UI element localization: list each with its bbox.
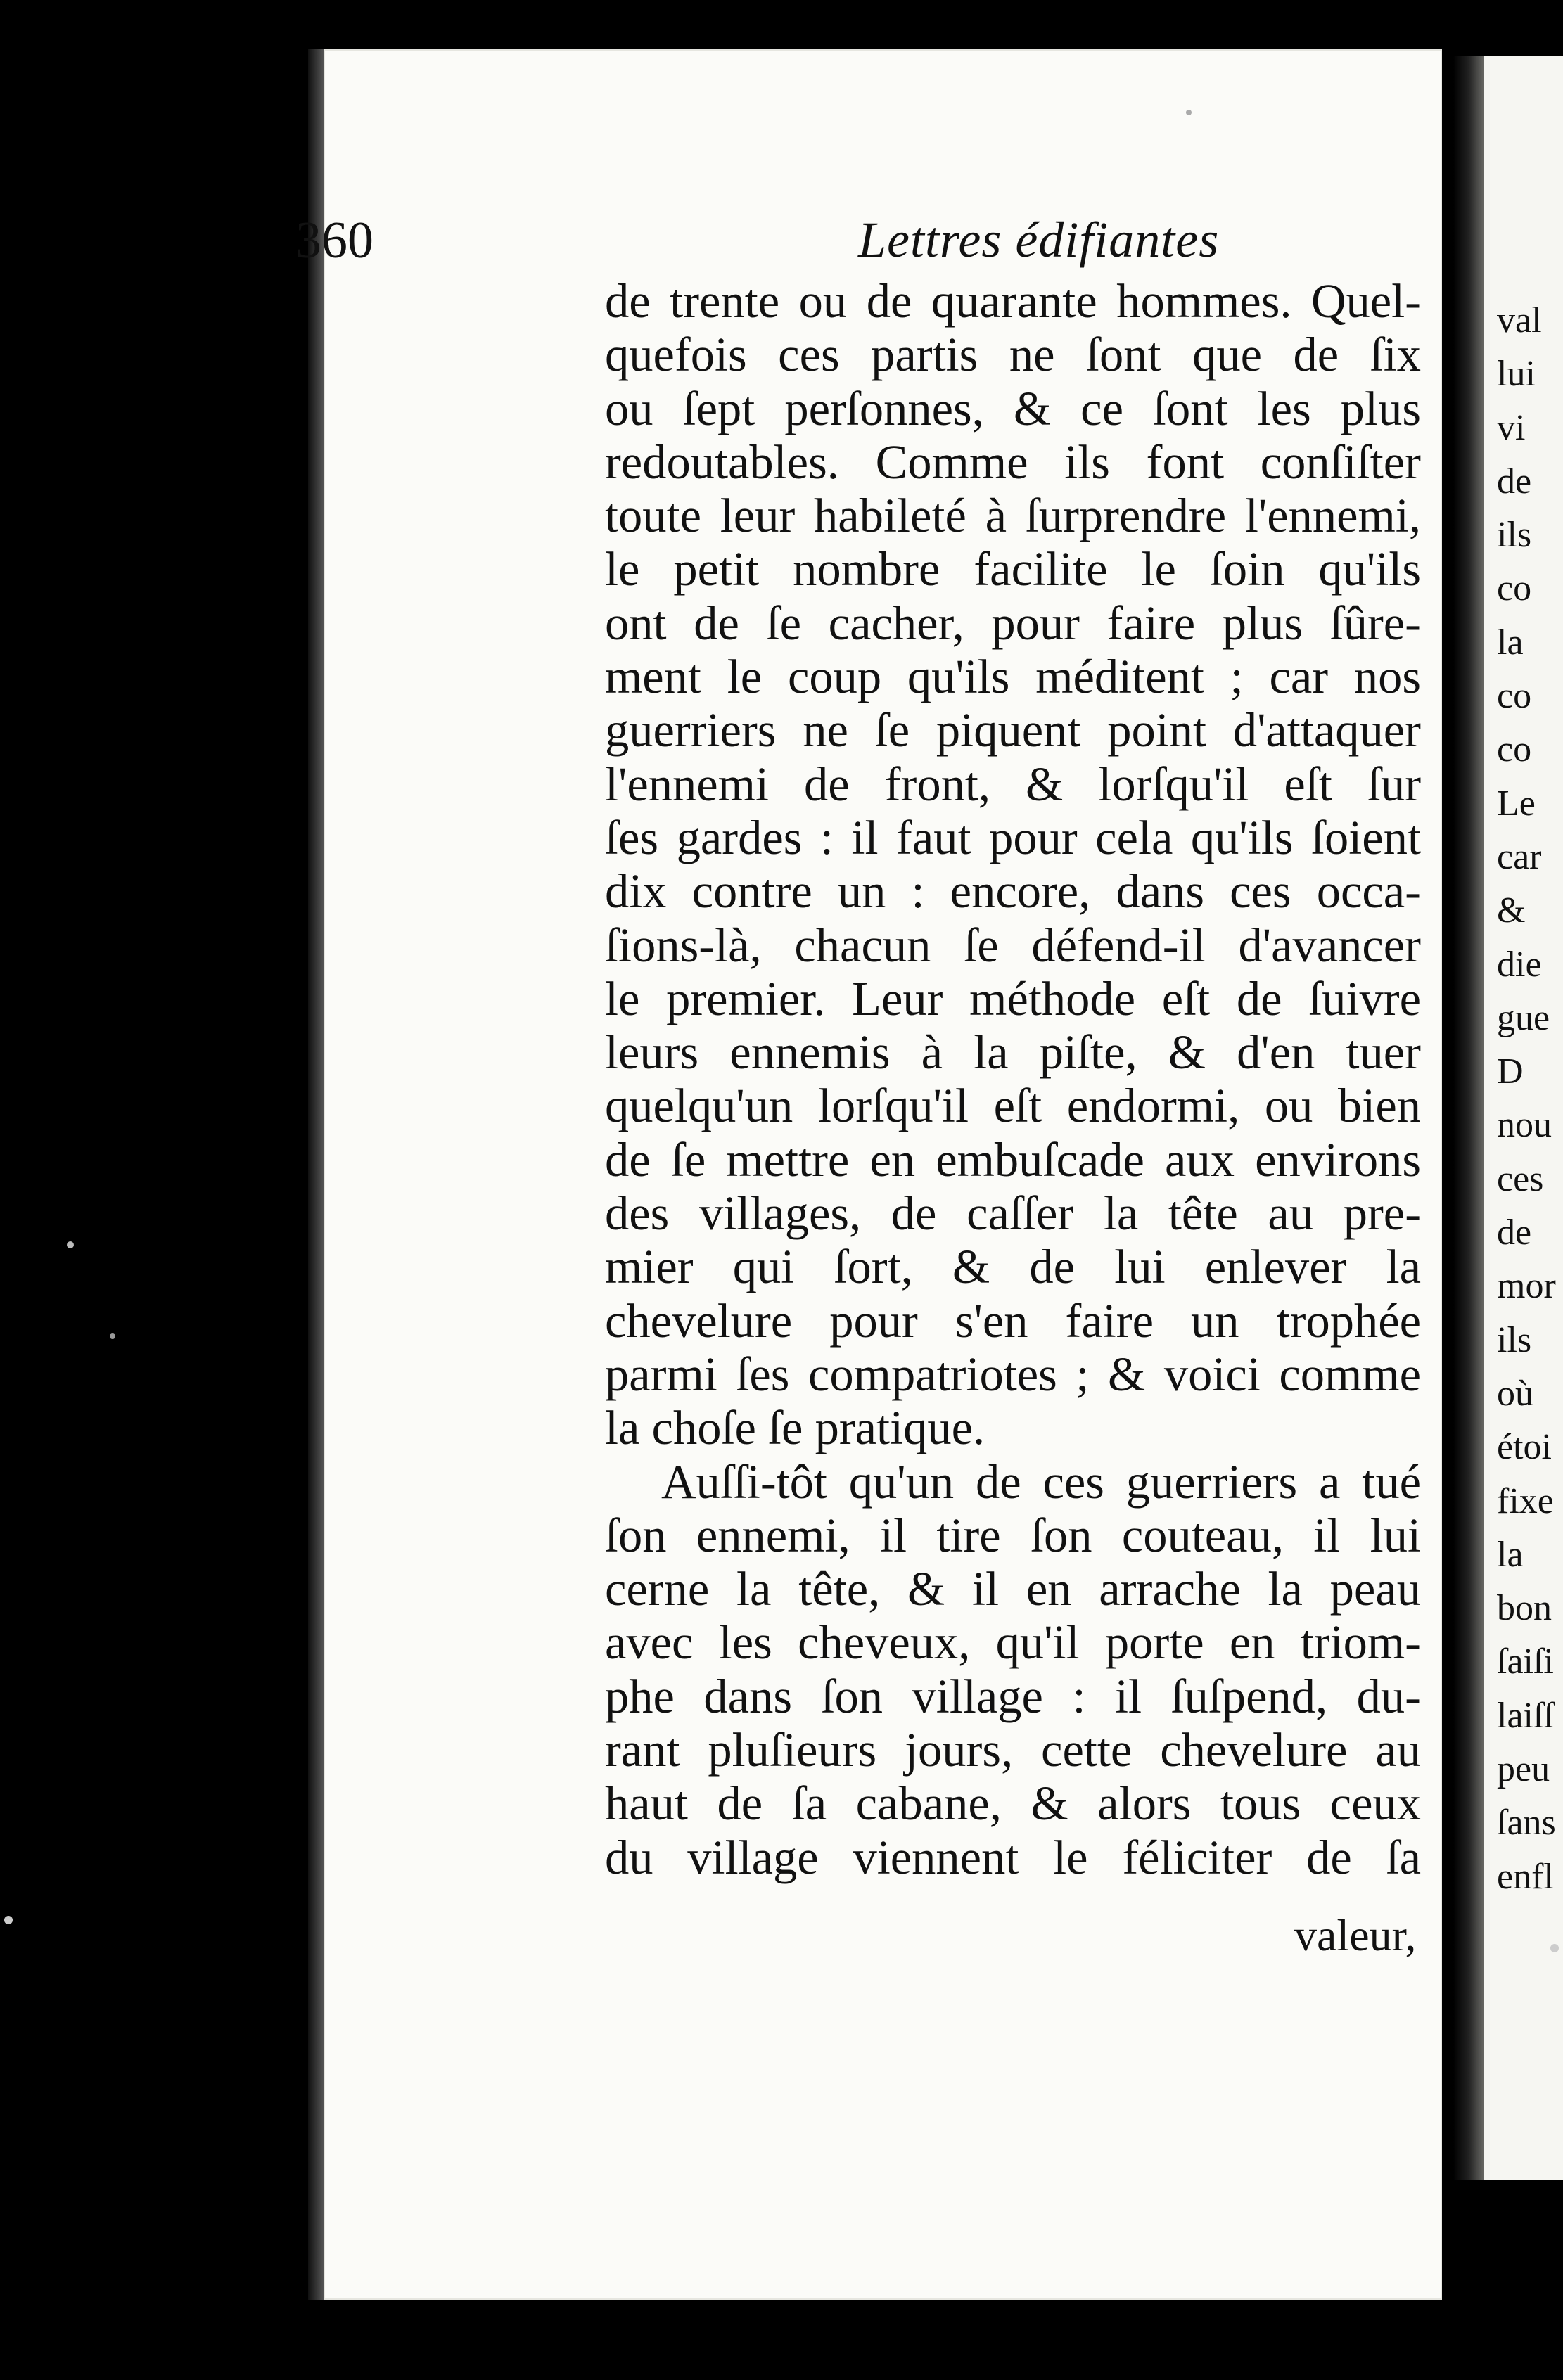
facing-fragment: ils xyxy=(1497,515,1532,556)
text-line: toute leur habileté à ſurprendre l'ennemi, xyxy=(605,489,1421,543)
text-line: haut de ſa cabane, & alors tous ceux xyxy=(605,1777,1421,1831)
text-line: redoutables. Comme ils font conſiſter xyxy=(605,435,1421,489)
facing-fragment: de xyxy=(1497,461,1532,501)
catchword: valeur, xyxy=(1294,1910,1417,1960)
facing-fragment: enfl xyxy=(1497,1856,1554,1897)
facing-fragment: bon xyxy=(1497,1588,1552,1629)
facing-fragment: fixe xyxy=(1497,1480,1554,1521)
text-line: ou ſept perſonnes, & ce ſont les plus xyxy=(605,381,1421,435)
facing-fragment: co xyxy=(1497,568,1532,609)
text-line: chevelure pour s'en faire un trophée xyxy=(605,1293,1421,1348)
facing-fragment: mor xyxy=(1497,1266,1556,1307)
facing-fragment: ils xyxy=(1497,1319,1532,1360)
text-line: cerne la tête, & il en arrache la peau xyxy=(605,1562,1421,1616)
facing-fragment: gue xyxy=(1497,997,1550,1038)
facing-fragment: où xyxy=(1497,1373,1533,1414)
facing-page-text xyxy=(1497,294,1563,1904)
text-line: dix contre un : encore, dans ces occa- xyxy=(605,864,1421,919)
facing-fragment: lui xyxy=(1497,354,1536,395)
facing-fragment: D xyxy=(1497,1051,1524,1092)
text-line: ment le coup qu'ils méditent ; car nos xyxy=(605,650,1421,704)
page-number: 360 xyxy=(295,212,374,269)
facing-fragment: ces xyxy=(1497,1158,1544,1199)
text-line: avec les cheveux, qu'il porte en triom- xyxy=(605,1616,1421,1670)
facing-fragment: car xyxy=(1497,836,1542,877)
text-line: quelqu'un lorſqu'il eſt endormi, ou bien xyxy=(605,1079,1421,1133)
text-line: ſon ennemi, il tire ſon couteau, il lui xyxy=(605,1508,1421,1562)
text-line: ont de ſe cacher, pour faire plus ſûre- xyxy=(605,596,1421,650)
facing-fragment: la xyxy=(1497,622,1524,663)
facing-fragment: ſaiſi xyxy=(1497,1642,1554,1682)
facing-fragment: nou xyxy=(1497,1105,1552,1146)
facing-fragment: ſans xyxy=(1497,1803,1556,1843)
text-line: mier qui ſort, & de lui enlever la xyxy=(605,1240,1421,1294)
text-line: du village viennent le féliciter de ſa xyxy=(605,1830,1421,1884)
text-line: ſions-là, chacun ſe défend-il d'avancer xyxy=(605,918,1421,972)
facing-fragment: peu xyxy=(1497,1749,1550,1790)
text-line: la choſe ſe pratique. xyxy=(605,1401,985,1455)
facing-fragment: la xyxy=(1497,1534,1524,1575)
text-line: rant pluſieurs jours, cette chevelure au xyxy=(605,1723,1421,1777)
text-line: de ſe mettre en embuſcade aux environs xyxy=(605,1132,1421,1186)
facing-fragment: laiſſ xyxy=(1497,1695,1554,1736)
page-body-text xyxy=(605,274,1421,1884)
text-line: guerriers ne ſe piquent point d'attaquer xyxy=(605,703,1421,757)
facing-fragment: co xyxy=(1497,729,1532,770)
facing-fragment: val xyxy=(1497,300,1542,340)
text-line: parmi ſes compatriotes ; & voici comme xyxy=(605,1347,1421,1401)
text-line: de trente ou de quarante hommes. Quel- xyxy=(605,274,1421,328)
facing-fragment: vi xyxy=(1497,407,1526,448)
facing-fragment: die xyxy=(1497,944,1542,985)
text-line: quefois ces partis ne ſont que de ſix xyxy=(605,328,1421,382)
text-line: Auſſi-tôt qu'un de ces guerriers a tué xyxy=(661,1454,1421,1509)
page-edge-shadow xyxy=(308,49,324,2300)
text-line: phe dans ſon village : il ſuſpend, du- xyxy=(605,1669,1421,1723)
text-line: le premier. Leur méthode eſt de ſuivre xyxy=(605,971,1421,1025)
facing-fragment: & xyxy=(1497,890,1526,931)
facing-fragment: co xyxy=(1497,676,1532,717)
facing-fragment: étoi xyxy=(1497,1427,1552,1468)
facing-fragment: de xyxy=(1497,1213,1532,1253)
text-line: l'ennemi de front, & lorſqu'il eſt ſur xyxy=(605,757,1421,811)
text-line: des villages, de caſſer la tête au pre- xyxy=(605,1186,1421,1241)
book-gutter xyxy=(1453,56,1484,2180)
running-head: Lettres édifiantes xyxy=(858,212,1220,268)
text-line: leurs ennemis à la piſte, & d'en tuer xyxy=(605,1025,1421,1080)
facing-fragment: Le xyxy=(1497,783,1536,824)
text-line: ſes gardes : il faut pour cela qu'ils ſoient xyxy=(605,810,1421,864)
text-line: le petit nombre facilite le ſoin qu'ils xyxy=(605,542,1421,596)
